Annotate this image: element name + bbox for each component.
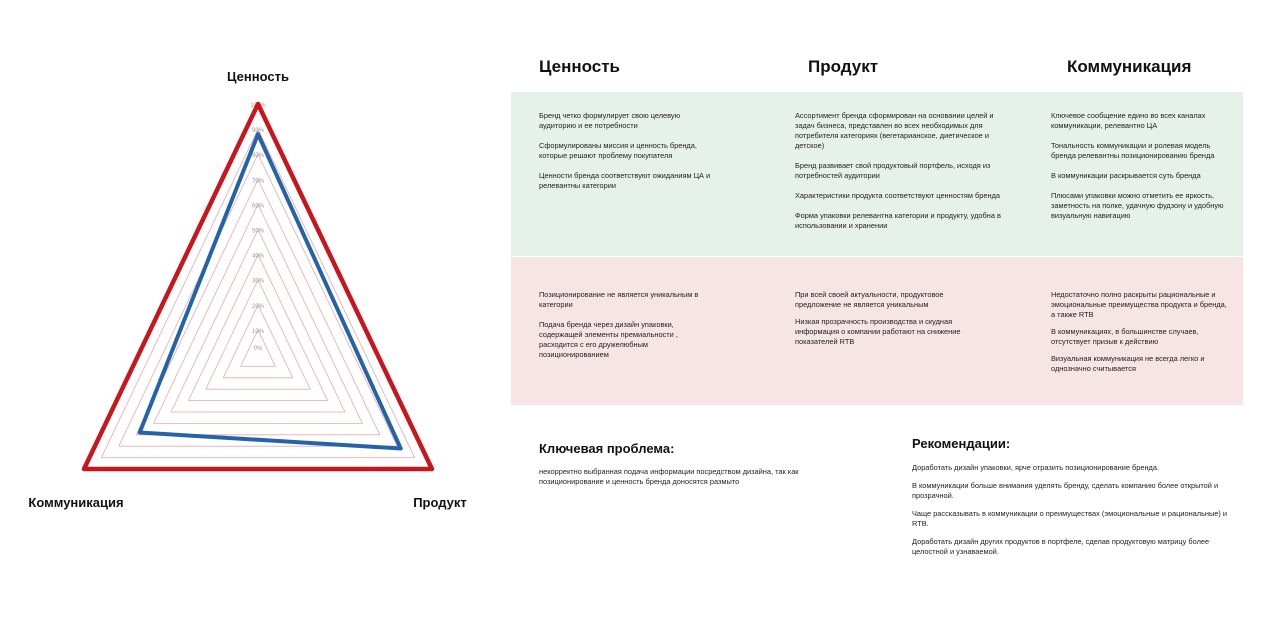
recommendation-item: Чаще рассказывать в коммуникации о преимуществах (эмоциональные и рациональные) и RTB. xyxy=(912,508,1228,528)
weakness-item: Подача бренда через дизайн упаковки, содержащей элементы премиальности , расходится с его дружелюбным позиционированием xyxy=(539,319,678,359)
weakness-item: В коммуникациях, в большинстве случаев, отсутствует призыв к действию xyxy=(1051,326,1199,346)
strengths-communication xyxy=(1051,111,1231,231)
key-problem-text xyxy=(539,467,859,495)
grid-ring xyxy=(188,255,327,401)
recommendation-item: В коммуникации больше внимания уделять бренду, сделать компанию более открытой и прозрачной. xyxy=(912,480,1219,500)
key-problem-title: Ключевая проблема: xyxy=(539,441,675,456)
strength-item: Ценности бренда соответствуют ожиданиям ЦА и релевантны категории xyxy=(539,170,711,190)
strength-item: Бренд развивает свой продуктовый портфель, исходя из потребностей аудитории xyxy=(795,160,991,180)
tick-label: 0% xyxy=(253,346,263,352)
recommendations-title: Рекомендации: xyxy=(912,436,1011,451)
column-title-communication: Коммуникация xyxy=(1067,57,1192,76)
axis-label-value: Ценность xyxy=(227,69,289,84)
grid-ring xyxy=(119,154,397,446)
tick-label: 10% xyxy=(251,328,265,335)
tick-label: 50% xyxy=(251,228,265,235)
weakness-item: Недостаточно полно раскрыты рациональные и эмоциональные преимущества продукта и бренда, а также RTB xyxy=(1051,290,1227,319)
tick-label: 100% xyxy=(250,103,266,109)
tick-label: 30% xyxy=(251,278,265,285)
weakness-item: Низкая прозрачность производства и скудная информация о компании работают на снижение показателей RTB xyxy=(795,316,961,346)
strength-item: Ключевое сообщение едино во всех каналах коммуникации, релевантно ЦА xyxy=(1051,111,1206,130)
axis-label-communication: Коммуникация xyxy=(28,495,124,510)
weaknesses-communication xyxy=(1051,290,1231,381)
tick-label: 40% xyxy=(251,253,265,260)
tick-label: 60% xyxy=(251,203,265,210)
weaknesses-value xyxy=(539,290,711,370)
recommendation-item: Доработать дизайн упаковки, ярче отразить позиционирование бренда. xyxy=(912,463,1159,472)
recommendations-list xyxy=(912,463,1242,565)
tick-label: 70% xyxy=(251,178,265,185)
strengths-value xyxy=(539,111,719,201)
axis-label-product: Продукт xyxy=(413,495,467,510)
column-title-product: Продукт xyxy=(808,57,879,76)
strengths-product xyxy=(795,111,1013,241)
weakness-item: При всей своей актуальности, продуктовое предложение не является уникальным xyxy=(795,290,944,309)
strength-item: Форма упаковки релевантна категории и продукту, удобна в использовании и хранении xyxy=(795,210,1001,230)
key-problem-paragraph: некорректно выбранная подача информации посредством дизайна, так как позиционирование и ценность бренда доносятся размыто xyxy=(539,467,799,486)
grid-ring xyxy=(223,305,293,378)
weakness-item: Визуальная коммуникация не всегда легко и однозначно считывается xyxy=(1051,353,1205,373)
strength-item: Характеристики продукта соответствуют ценностям бренда xyxy=(795,190,1000,200)
strength-item: Плюсами упаковки можно отметить ее яркость, заметность на полке, удачную фудзону и удобную визуальную навигацию xyxy=(1051,190,1224,220)
tick-label: 20% xyxy=(251,303,265,310)
radar-chart xyxy=(0,0,520,620)
strength-item: Тональность коммуникации и ролевая модель бренда релевантны позиционированию бренда xyxy=(1051,140,1215,160)
column-title-value: Ценность xyxy=(539,57,621,76)
series-brand-line xyxy=(140,134,401,448)
tick-label: 80% xyxy=(251,153,265,160)
tick-label: 90% xyxy=(251,128,265,135)
strength-item: Бренд четко формулирует свою целевую аудиторию и ее потребности xyxy=(539,111,681,130)
strength-item: Ассортимент бренда сформирован на основании целей и задач бизнеса, представлен во всех необходимых для потребителя категориях (вегетарианское, диетическое и детское) xyxy=(795,111,994,150)
strength-item: Сформулированы миссия и ценность бренда, которые решают проблему покупателя xyxy=(539,140,697,160)
recommendation-item: Доработать дизайн других продуктов в портфеле, сделав продуктовую матрицу более целостной и узнаваемой. xyxy=(912,536,1210,556)
strength-item: В коммуникации раскрывается суть бренда xyxy=(1051,170,1201,180)
weakness-item: Позиционирование не является уникальным в категории xyxy=(539,290,699,309)
weaknesses-product xyxy=(795,290,975,354)
